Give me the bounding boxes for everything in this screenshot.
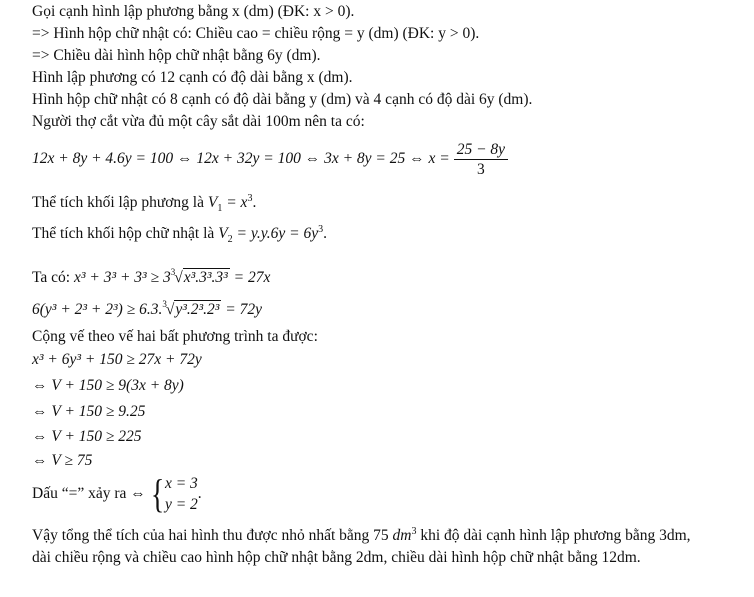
step-5: ⇔ V ≥ 75 xyxy=(32,452,93,469)
root-index: 3 xyxy=(162,299,167,309)
ta-co-label: Ta có: xyxy=(32,269,71,286)
line-box-volume: Thể tích khối hộp chữ nhật là $V_2 = y.y.6y = 6y^3$. xyxy=(32,223,328,246)
line-let-cube-edge: Gọi cạnh hình lập phương bằng x (dm) (ĐK: x > 0). xyxy=(32,3,355,20)
line-box-edges: Hình hộp chữ nhật có 8 cạnh có độ dài bằng y (dm) và 4 cạnh có độ dài 6y (dm). xyxy=(32,91,533,108)
line-iron-rod: Người thợ cắt vừa đủ một cây sắt dài 100m nên ta có: xyxy=(32,113,365,130)
line-conclusion-2: dài chiều rộng và chiều cao hình hộp chữ nhật bằng 2dm, chiều dài hình hộp chữ nhật bằng 12dm. xyxy=(32,549,641,566)
line-box-length: => Chiều dài hình hộp chữ nhật bằng 6y (dm). xyxy=(32,47,321,64)
equality-label: Dấu “=” xảy ra xyxy=(32,485,127,502)
line-add-inequalities: Cộng vế theo vế hai bất phương trình ta được: xyxy=(32,328,318,345)
step-1: x³ + 6y³ + 150 ≥ 27x + 72y xyxy=(32,351,202,368)
step-3: ⇔ V + 150 ≥ 9.25 xyxy=(32,403,146,420)
line-cube-edges: Hình lập phương có 12 cạnh có độ dài bằng x (dm). xyxy=(32,69,353,86)
line-conclusion-1: Vậy tổng thể tích của hai hình thu được nhỏ nhất bằng 75 $dm^3$ khi độ dài cạnh hình lập phương bằng 3dm, xyxy=(32,525,691,544)
equation-main-left: 12x + 8y + 4.6y = 100 ⇔ 12x + 32y = 100 ⇔ 3x + 8y = 25 ⇔ x = xyxy=(32,150,450,168)
system-brace: { xyxy=(150,471,165,517)
line-box-height-width: => Hình hộp chữ nhật có: Chiều cao = chiều rộng = y (dm) (ĐK: y > 0). xyxy=(32,25,480,42)
line-amgm-2: 6(y³ + 2³ + 2³) ≥ 6.3.$^3$√y³.2³.2³ = 72y xyxy=(32,299,263,318)
inequality-1: $x^3 + 3^3 + 3^3 \ge 3^3√x^3.3^3.3^3 = 27x$ xyxy=(73,267,271,286)
iff-symbol: ⇔ xyxy=(130,485,146,502)
cube-volume-label: Thể tích khối lập phương là xyxy=(32,194,204,211)
line-amgm-1 xyxy=(32,262,270,288)
radicand-1: x³.3³.3³ xyxy=(183,269,228,286)
system-eq-1: x = 3 xyxy=(164,475,198,493)
step-2: ⇔ V + 150 ≥ 9(3x + 8y) xyxy=(32,377,184,394)
step-4: ⇔ V + 150 ≥ 225 xyxy=(32,428,142,445)
line-equality-case: Dấu “=” xảy ra ⇔ { x = 3 y = 2 . xyxy=(32,471,202,517)
fraction-numerator: 25 − 8y xyxy=(454,140,508,160)
equation-main xyxy=(32,140,508,179)
radicand-2: y³.2³.2³ xyxy=(175,301,220,318)
fraction-denominator: 3 xyxy=(477,161,485,178)
unit-dm3: $dm^3$ xyxy=(392,525,417,544)
fraction-x xyxy=(454,140,508,179)
cube-volume-formula: $V_1 = x^3$ xyxy=(207,192,253,215)
system-eq-2: y = 2 xyxy=(164,496,198,514)
line-cube-volume: Thể tích khối lập phương là $V_1 = x^3$. xyxy=(32,192,257,215)
box-volume-formula: $V_2 = y.y.6y = 6y^3$ xyxy=(218,223,324,246)
system-of-equations xyxy=(165,473,198,515)
box-volume-label: Thể tích khối hộp chữ nhật là xyxy=(32,225,215,242)
root-index: 3 xyxy=(170,267,176,277)
